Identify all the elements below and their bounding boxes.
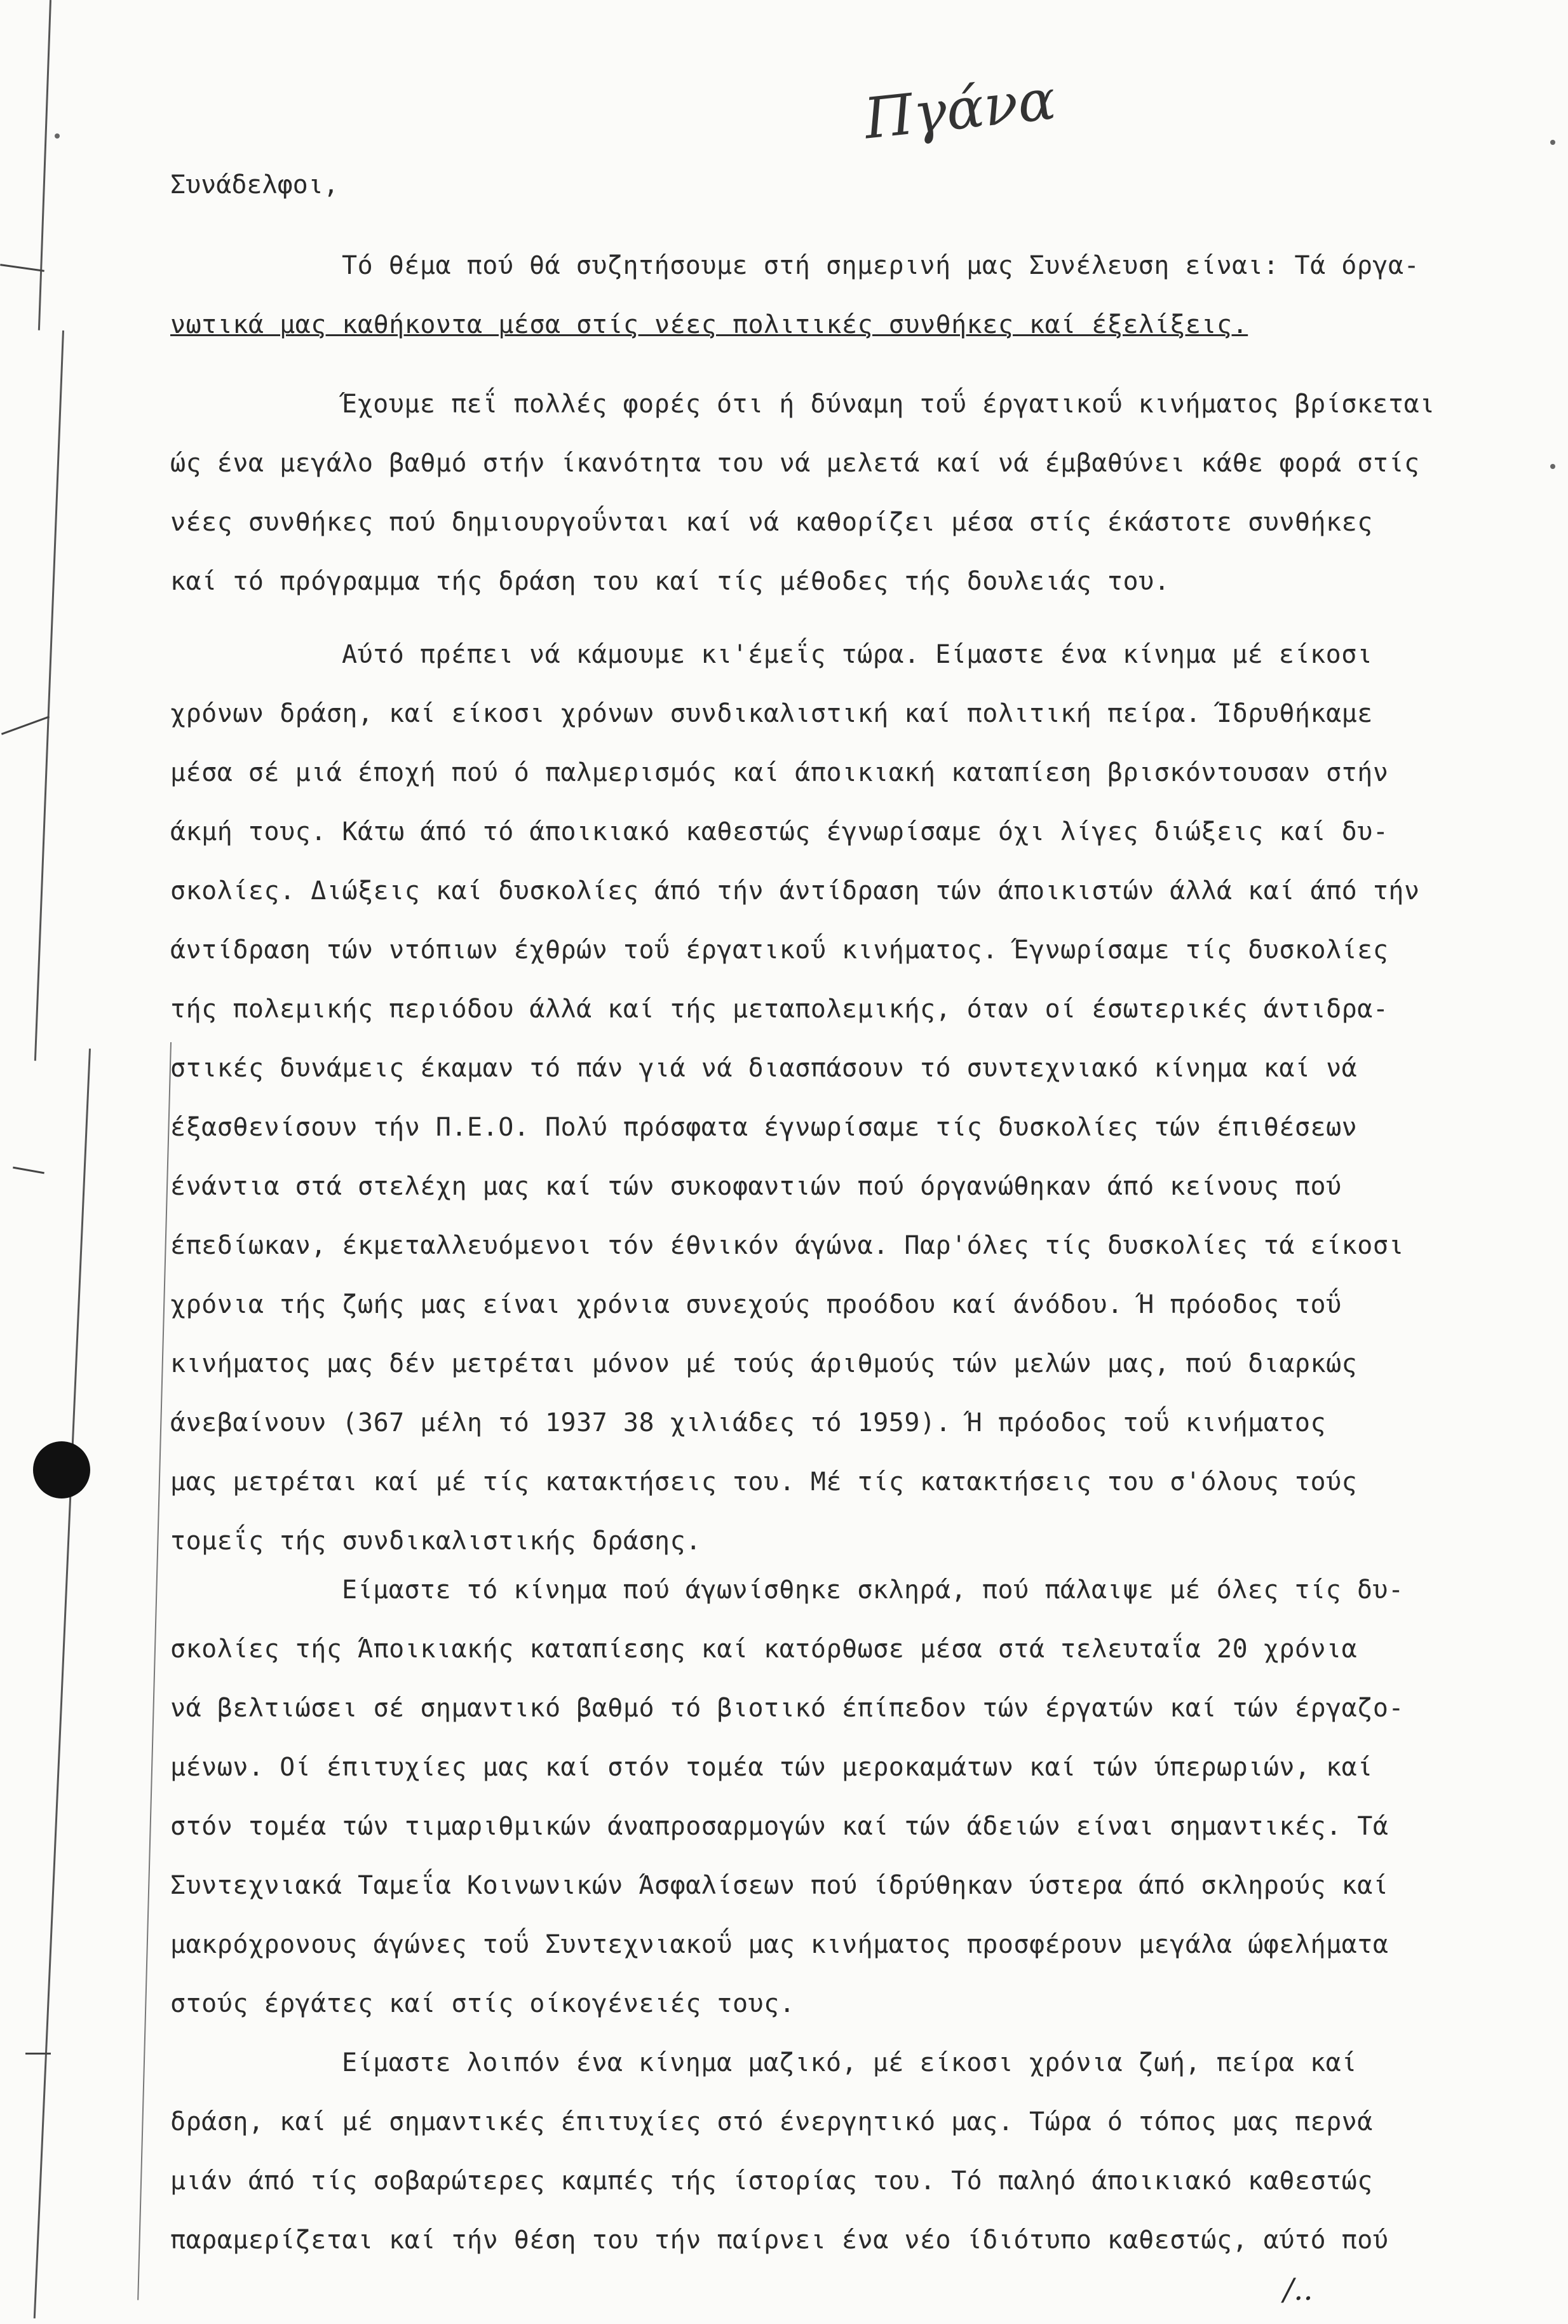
text-column-rule (137, 1042, 172, 2300)
text-line: άκμή τους. Κάτω άπό τό άποικιακό καθεστώς έγνωρίσαμε όχι λίγες διώξεις καί δυ- (170, 817, 1389, 846)
text-line: Αύτό πρέπει νά κάμουμε κι'έμεΐς τώρα. Είμαστε ένα κίνημα μέ είκοσι (342, 640, 1373, 669)
margin-speck (1550, 140, 1555, 145)
paragraph-4 (170, 1561, 1498, 2034)
text-line: μέσα σέ μιά έποχή πού ό παλμερισμός καί άποικιακή καταπίεση βρισκόντουσαν στήν (170, 758, 1389, 787)
text-line: Είμαστε λοιπόν ένα κίνημα μαζικό, μέ είκοσι χρόνια ζωή, πείρα καί (342, 2048, 1357, 2077)
text-line: σκολίες τής Άποικιακής καταπίεσης καί κατόρθωσε μέσα στά τελευταΐα 20 χρόνια (170, 1634, 1358, 1664)
salutation: Συνάδελφοι, (170, 170, 339, 200)
margin-speck (1550, 464, 1555, 469)
margin-tick (1, 716, 50, 735)
text-line: στικές δυνάμεις έκαμαν τό πάν γιά νά διασπάσουν τό συντεχνιακό κίνημα καί νά (170, 1054, 1358, 1083)
paragraph-3 (170, 625, 1498, 1571)
text-line: τής πολεμικής περιόδου άλλά καί τής μεταπολεμικής, όταν οί έσωτερικές άντιδρα- (170, 995, 1389, 1024)
text-line: νέες συνθήκες πού δημιουργοΰνται καί νά καθορίζει μέσα στίς έκάστοτε συνθήκες (170, 508, 1373, 537)
paragraph-1-line-1: Τό θέμα πού θά συζητήσουμε στή σημερινή μας Συνέλευση είναι: Τά όργα- (342, 251, 1420, 280)
text-line: μιάν άπό τίς σοβαρώτερες καμπές τής ίστορίας του. Τό παληό άποικιακό καθεστώς (170, 2166, 1373, 2196)
text-line: στόν τομέα τών τιμαριθμικών άναπροσαρμογών καί τών άδειών είναι σημαντικές. Τά (170, 1812, 1389, 1841)
text-line: ένάντια στά στελέχη μας καί τών συκοφαντιών πού όργανώθηκαν άπό κείνους πού (170, 1172, 1342, 1201)
text-line: νά βελτιώσει σέ σημαντικό βαθμό τό βιοτικό έπίπεδον τών έργατών καί τών έργαζο- (170, 1694, 1404, 1723)
text-line: μένων. Οί έπιτυχίες μας καί στόν τομέα τών μεροκαμάτων καί τών ύπερωριών, καί (170, 1753, 1373, 1782)
margin-tick (0, 264, 44, 272)
margin-speck (55, 133, 60, 139)
text-line: έπεδίωκαν, έκμεταλλευόμενοι τόν έθνικόν άγώνα. Παρ'όλες τίς δυσκολίες τά είκοσι (170, 1231, 1404, 1260)
text-line: ώς ένα μεγάλο βαθμό στήν ίκανότητα του νά μελετά καί νά έμβαθύνει κάθε φορά στίς (170, 449, 1420, 478)
margin-tick (13, 1167, 44, 1174)
text-line: παραμερίζεται καί τήν θέση του τήν παίρνει ένα νέο ίδιότυπο καθεστώς, αύτό πού (170, 2225, 1389, 2255)
text-line: δράση, καί μέ σημαντικές έπιτυχίες στό ένεργητικό μας. Τώρα ό τόπος μας περνά (170, 2107, 1373, 2137)
text-line: Είμαστε τό κίνημα πού άγωνίσθηκε σκληρά, πού πάλαιψε μέ όλες τίς δυ- (342, 1575, 1404, 1605)
text-line: έξασθενίσουν τήν Π.Ε.Ο. Πολύ πρόσφατα έγνωρίσαμε τίς δυσκολίες τών έπιθέσεων (170, 1113, 1358, 1142)
handwritten-note: Πγάνα (861, 66, 1059, 152)
text-line: μας μετρέται καί μέ τίς κατακτήσεις του. Μέ τίς κατακτήσεις του σ'όλους τούς (170, 1467, 1358, 1497)
left-margin-line-lower (34, 330, 64, 1061)
continuation-mark: /.. (1283, 2272, 1313, 2307)
paragraph-1 (170, 236, 1498, 355)
text-line: χρόνων δράση, καί είκοσι χρόνων συνδικαλιστική καί πολιτική πείρα. Ίδρυθήκαμε (170, 699, 1373, 728)
text-line: σκολίες. Διώξεις καί δυσκολίες άπό τήν άντίδραση τών άποικιστών άλλά καί άπό τήν (170, 876, 1420, 906)
text-line: χρόνια τής ζωής μας είναι χρόνια συνεχούς προόδου καί άνόδου. Ή πρόοδος τοΰ (170, 1290, 1342, 1319)
left-margin-line-bottom (34, 1049, 91, 2318)
text-line: καί τό πρόγραμμα τής δράση του καί τίς μέθοδες τής δουλειάς του. (170, 567, 1170, 596)
punch-hole (33, 1441, 90, 1498)
paragraph-2 (170, 375, 1498, 611)
text-line: Έχουμε πεΐ πολλές φορές ότι ή δύναμη τοΰ έργατικοΰ κινήματος βρίσκεται (342, 390, 1435, 419)
text-line: άντίδραση τών ντόπιων έχθρών τοΰ έργατικοΰ κινήματος. Έγνωρίσαμε τίς δυσκολίες (170, 935, 1389, 965)
left-margin-line (38, 0, 51, 330)
text-line: Συντεχνιακά Ταμεΐα Κοινωνικών Άσφαλίσεων πού ίδρύθηκαν ύστερα άπό σκληρούς καί (170, 1871, 1389, 1900)
text-line: στούς έργάτες καί στίς οίκογένειές τους. (170, 1989, 795, 2018)
margin-tick (25, 2053, 51, 2055)
text-line: μακρόχρονους άγώνες τοΰ Συντεχνιακοΰ μας κινήματος προσφέρουν μεγάλα ώφελήματα (170, 1930, 1389, 1959)
text-line: άνεβαίνουν (367 μέλη τό 1937 38 χιλιάδες τό 1959). Ή πρόοδος τοΰ κινήματος (170, 1408, 1327, 1437)
paragraph-5 (170, 2034, 1498, 2270)
text-line (170, 236, 1498, 296)
text-line: νωτικά μας καθήκοντα μέσα στίς νέες πολιτικές συνθήκες καί έξελίξεις. (170, 310, 1248, 339)
text-line: τομεΐς τής συνδικαλιστικής δράσης. (170, 1526, 701, 1556)
text-line: κινήματος μας δέν μετρέται μόνον μέ τούς άριθμούς τών μελών μας, πού διαρκώς (170, 1349, 1358, 1378)
